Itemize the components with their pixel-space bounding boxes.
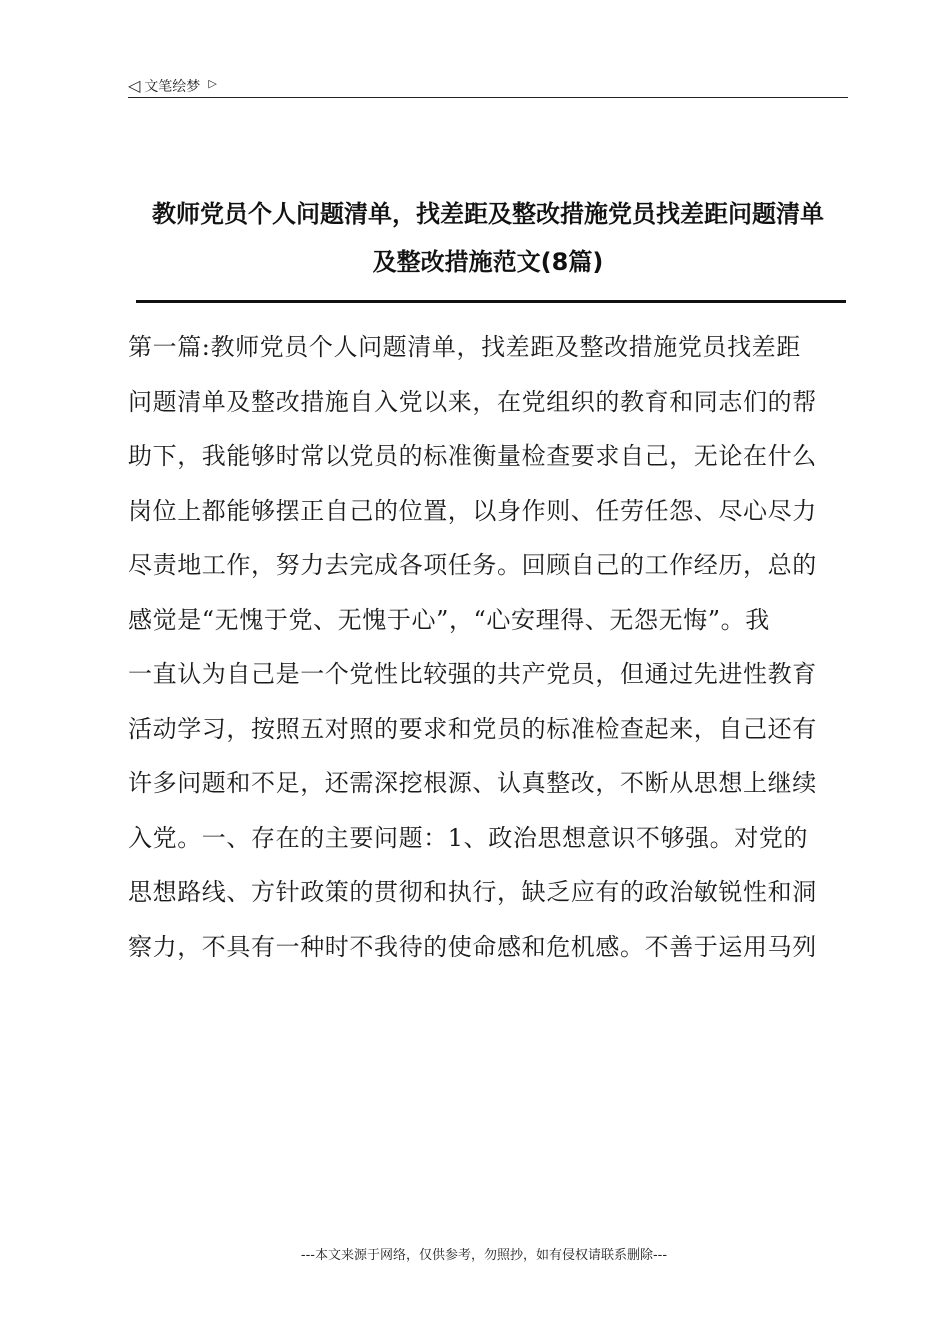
body-line: 一直认为自己是一个党性比较强的共产党员，但通过先进性教育 — [128, 660, 817, 688]
title-line-2: 及整改措施范文(8篇) — [372, 248, 604, 276]
page-footer: ---本文来源于网络，仅供参考，勿照抄，如有侵权请联系删除--- — [300, 1248, 668, 1263]
body-paragraph — [128, 320, 840, 974]
document-title — [128, 190, 848, 286]
body-line: 思想路线、方针政策的贯彻和执行，缺乏应有的政治敏锐性和洞 — [128, 878, 817, 906]
title-line-1: 教师党员个人问题清单，找差距及整改措施党员找差距问题清单 — [152, 200, 824, 228]
triangle-left-icon: ◁ — [128, 76, 141, 95]
body-line: 入党。一、存在的主要问题：1、政治思想意识不够强。对党的 — [128, 823, 809, 852]
body-line: 助下，我能够时常以党员的标准衡量检查要求自己，无论在什么 — [128, 442, 817, 470]
triangle-right-icon: ▷ — [208, 76, 217, 90]
body-line: 感觉是“无愧于党、无愧于心”，“心安理得、无怨无悔”。我 — [128, 605, 770, 634]
body-line: 问题清单及整改措施自入党以来，在党组织的教育和同志们的帮 — [128, 387, 817, 416]
body-line: 尽责地工作，努力去完成各项任务。回顾自己的工作经历，总的 — [128, 551, 817, 579]
body-line: 许多问题和不足，还需深挖根源、认真整改，不断从思想上继续 — [128, 769, 817, 797]
header-divider — [128, 97, 848, 98]
body-line: 活动学习，按照五对照的要求和党员的标准检查起来，自己还有 — [128, 714, 817, 743]
body-line: 察力，不具有一种时不我待的使命感和危机感。不善于运用马列 — [128, 932, 817, 961]
body-line: 第一篇:教师党员个人问题清单，找差距及整改措施党员找差距 — [128, 333, 801, 361]
page-header — [128, 74, 848, 98]
brand-label: 文笔绘梦 — [144, 79, 201, 95]
title-divider — [136, 300, 846, 303]
body-line: 岗位上都能够摆正自己的位置，以身作则、任劳任怨、尽心尽力 — [128, 496, 817, 525]
